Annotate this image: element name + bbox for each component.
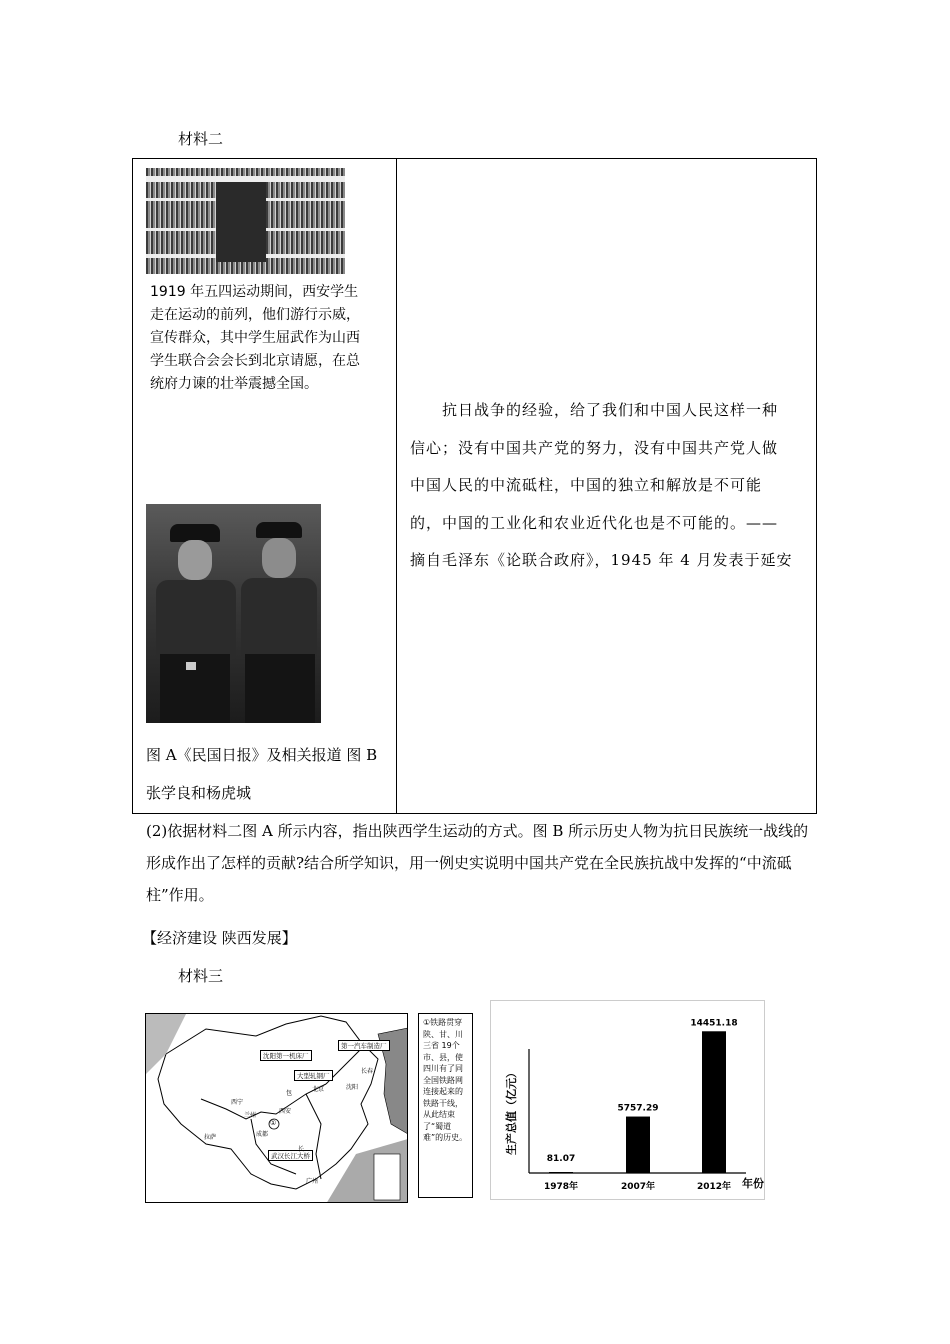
portrait-image	[146, 504, 321, 723]
city-label: 兰州	[244, 1112, 257, 1119]
section-heading: 【经济建设 陕西发展】	[142, 929, 297, 947]
city-label: 广州	[306, 1178, 319, 1185]
city-label: 西安	[279, 1108, 292, 1115]
table-divider	[396, 159, 397, 813]
quote-line: 信心；没有中国共产党的努力，没有中国共产党人做	[410, 438, 779, 457]
tick-label: 2007年	[620, 1182, 656, 1192]
data-label: 14451.18	[690, 1018, 738, 1029]
quote-block	[410, 392, 805, 580]
bar-2007年	[626, 1117, 650, 1173]
map-label: 沈阳第一机床厂	[260, 1050, 312, 1061]
figure-caption: 图 A《民国日报》及相关报道 图 B 张学良和杨虎城	[146, 746, 378, 802]
material3-label: 材料三	[178, 967, 224, 985]
city-label: 北京	[312, 1086, 325, 1093]
gdp-chart	[490, 1000, 765, 1200]
y-axis-label: 生产总值（亿元）	[505, 1067, 518, 1155]
bar-1978年	[549, 1172, 573, 1173]
quote-line: 摘自毛泽东《论联合政府》，1945 年 4 月发表于延安	[410, 551, 793, 569]
newspaper-image	[146, 168, 345, 274]
question-text: (2)依据材料二图 A 所示内容，指出陕西学生运动的方式。图 B 所示历史人物为抗日民族统一战线的形成作出了怎样的贡献?结合所学知识，用一例史实说明中国共产党在全民族抗战中发挥的“中流砥柱”作用。	[146, 822, 809, 904]
city-label: 沈阳	[346, 1084, 359, 1091]
city-label: 成都	[256, 1131, 269, 1138]
map-label: 第一汽车制造厂	[338, 1040, 390, 1051]
city-label: 长	[298, 1146, 305, 1153]
city-label: 长春	[361, 1068, 374, 1075]
city-label: 西宁	[231, 1099, 244, 1106]
map-label: 武汉长江大桥	[268, 1150, 313, 1161]
city-label: 拉萨	[204, 1134, 217, 1141]
quote-line: 抗日战争的经验，给了我们和中国人民这样一种	[410, 401, 779, 419]
bar-2012年	[702, 1031, 726, 1173]
quote-line: 中国人民的中流砥柱，中国的独立和解放是不可能	[410, 476, 763, 494]
material2-label: 材料二	[178, 130, 224, 148]
tick-label: 2012年	[696, 1182, 732, 1192]
data-label: 81.07	[546, 1154, 576, 1164]
map-label: 大型轧钢厂	[294, 1070, 333, 1081]
city-label: 包	[286, 1090, 293, 1097]
railway-map	[145, 1013, 408, 1203]
data-label: 5757.29	[617, 1103, 659, 1114]
tick-label: 1978年	[543, 1182, 579, 1192]
x-axis-label: 年份	[742, 1177, 764, 1190]
caption-a: 1919 年五四运动期间，西安学生走在运动的前列，他们游行示威，宣传群众，其中学生屈武作为山西学生联合会会长到北京请愿，在总统府力谏的壮举震撼全国。	[150, 284, 360, 392]
chart-svg	[491, 1001, 766, 1201]
quote-line: 的，中国的工业化和农业近代化也是不可能的。——	[410, 513, 779, 532]
map-marker: ①	[270, 1119, 277, 1127]
railway-note: ①铁路贯穿陕、甘、川三省 19个市、县，使四川有了同全国铁路网连接起来的铁路干线，从此结束了“蜀道难”的历史。	[418, 1013, 473, 1198]
